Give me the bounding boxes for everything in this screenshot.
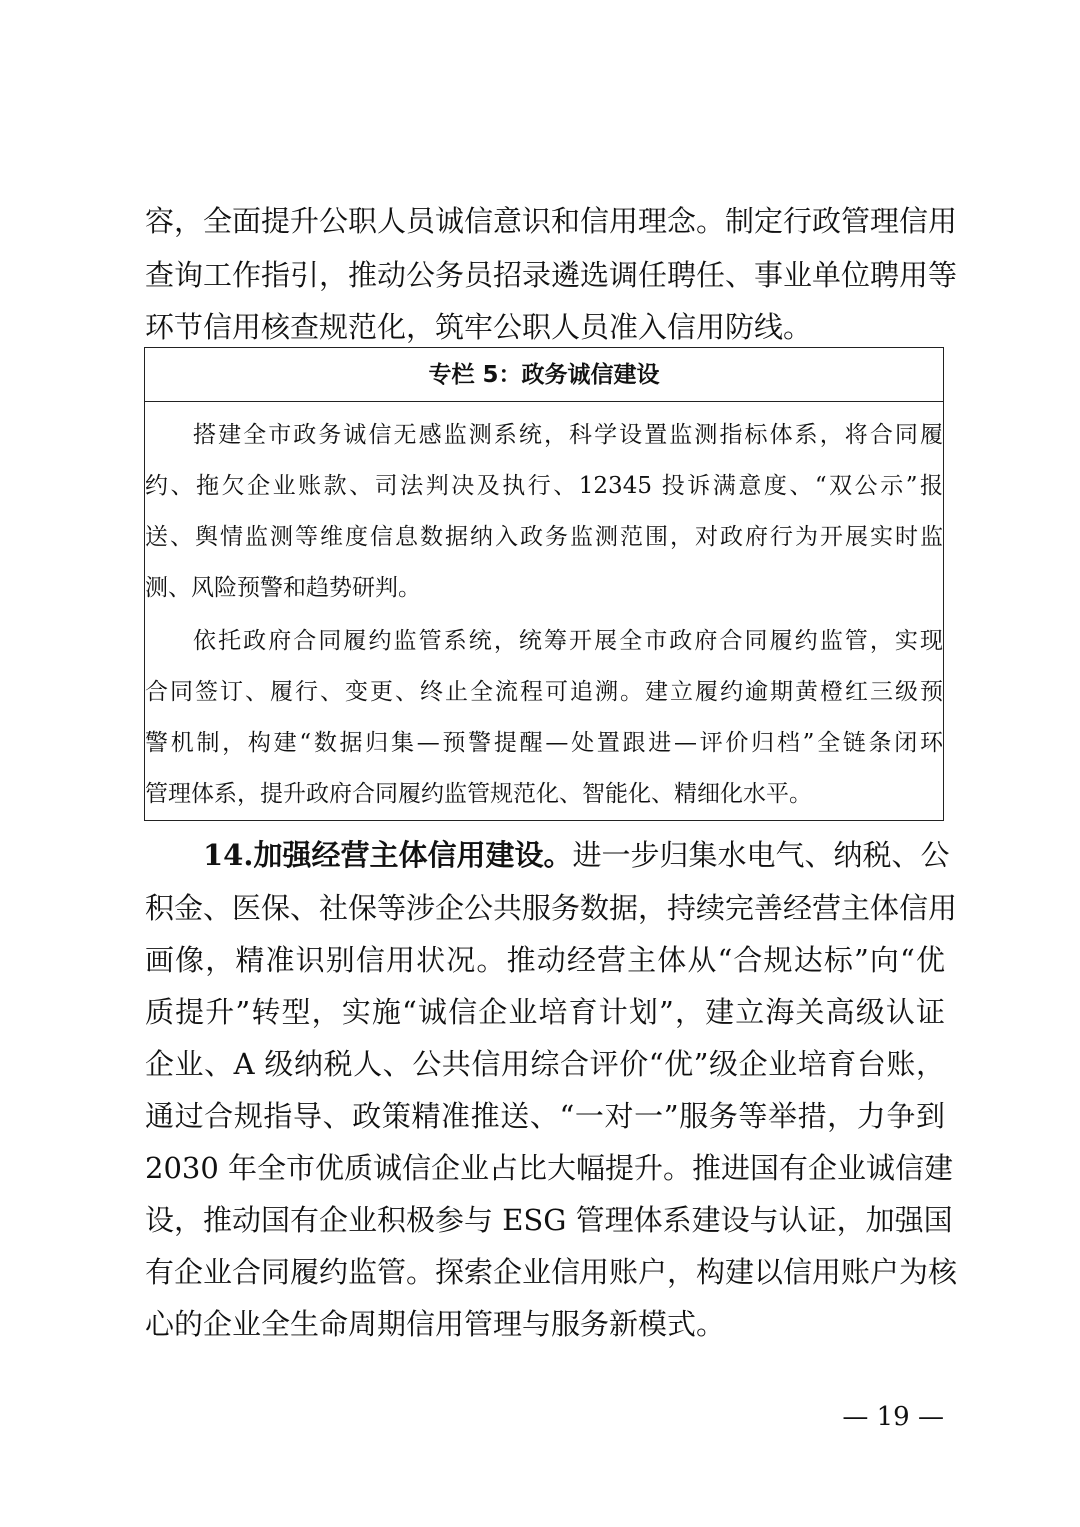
section14-line-8: 设，推动国有企业积极参与 ESG 管理体系建设与认证，加强国 (145, 1203, 953, 1237)
box-para1-line-1: 搭建全市政务诚信无感监测系统，科学设置监测指标体系，将合同履 (193, 422, 943, 448)
column-box (144, 347, 944, 821)
section14-line-3: 画像，精准识别信用状况。推动经营主体从“合规达标”向“优 (145, 943, 945, 977)
section14-line-6: 通过合规指导、政策精准推送、“一对一”服务等举措，力争到 (145, 1099, 945, 1133)
column-box-title: 专栏 5：政务诚信建设 (428, 362, 660, 388)
section14-line-7: 2030 年全市优质诚信企业占比大幅提升。推进国有企业诚信建 (145, 1151, 954, 1185)
top-paragraph-line-3: 环节信用核查规范化，筑牢公职人员准入信用防线。 (145, 310, 813, 344)
column-box-title-row (145, 348, 943, 402)
section14-line-4: 质提升”转型，实施“诚信企业培育计划”，建立海关高级认证 (145, 995, 945, 1029)
box-para2-line-4: 管理体系，提升政府合同履约监管规范化、智能化、精细化水平。 (145, 781, 812, 807)
box-para1-line-4: 测、风险预警和趋势研判。 (145, 575, 421, 601)
section14-line-5: 企业、A 级纳税人、公共信用综合评价“优”级企业培育台账， (145, 1047, 945, 1081)
box-para1-line-3: 送、舆情监测等维度信息数据纳入政务监测范围，对政府行为开展实时监 (145, 524, 943, 550)
section14-line-9: 有企业合同履约监管。探索企业信用账户，构建以信用账户为核 (145, 1255, 958, 1289)
box-para2-line-1: 依托政府合同履约监管系统，统筹开展全市政府合同履约监管，实现 (193, 628, 943, 654)
section14-heading: 14.加强经营主体信用建设。 (203, 838, 573, 872)
section14-line-2: 积金、医保、社保等涉企公共服务数据，持续完善经营主体信用 (145, 891, 958, 925)
box-para1-line-2: 约、拖欠企业账款、司法判决及执行、12345 投诉满意度、“双公示”报 (145, 473, 943, 499)
page-number: — 19 — (842, 1402, 944, 1432)
top-paragraph-line-1: 容，全面提升公职人员诚信意识和信用理念。制定行政管理信用 (145, 204, 958, 238)
section14-line-10: 心的企业全生命周期信用管理与服务新模式。 (145, 1307, 726, 1341)
top-paragraph-line-2: 查询工作指引，推动公务员招录遴选调任聘任、事业单位聘用等 (145, 258, 958, 292)
section14-first-line (203, 829, 950, 881)
box-para2-line-3: 警机制，构建“数据归集—预警提醒—处置跟进—评价归档”全链条闭环 (145, 730, 943, 756)
section14-first-line-text: 进一步归集水电气、纳税、公 (572, 838, 950, 872)
box-para2-line-2: 合同签订、履行、变更、终止全流程可追溯。建立履约逾期黄橙红三级预 (145, 679, 943, 705)
